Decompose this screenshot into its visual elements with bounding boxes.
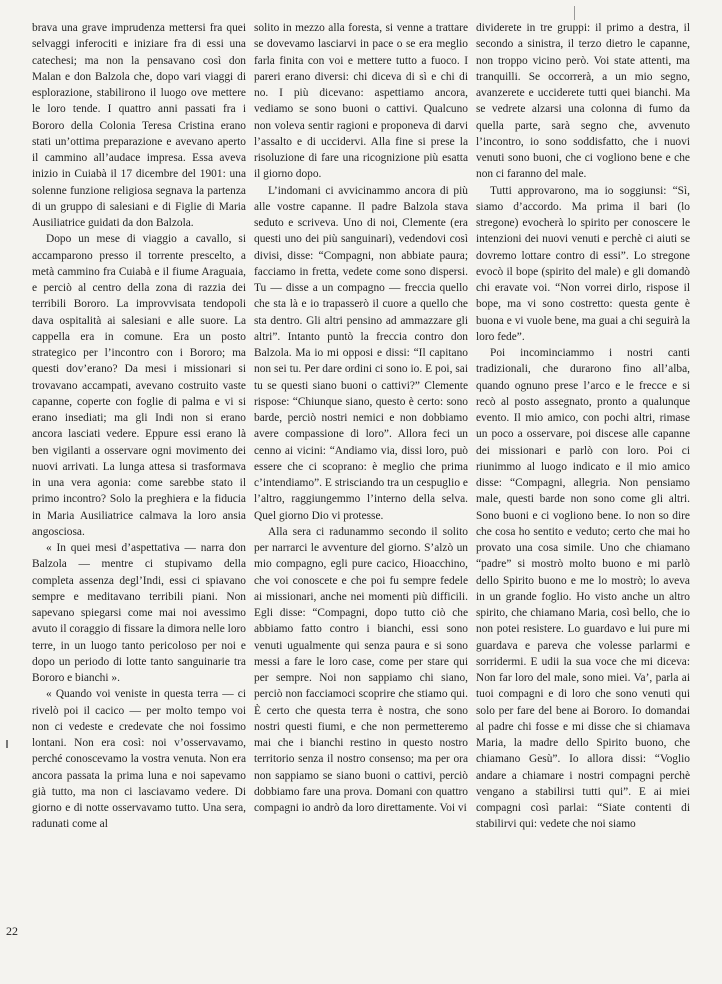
scan-mark-left (6, 740, 8, 748)
paragraph: « In quei mesi d’aspettativa — narra don Balzola — mentre ci stupivamo della completa assenza degl’Indi, essi ci spiavano sempre e meditavano terribili piani. Non sapevano spiegarsi come mai noi avessimo avuto il coraggio di fissare la dimora nelle loro terre, in un luogo tanto pericoloso per noi e dopo un periodo di lotte tanto sanguinarie tra Bororo e bianchi ». (32, 542, 246, 684)
paragraph: Tutti approvarono, ma io soggiunsi: “Sì, siamo d’accordo. Ma prima il bari (lo stregone) evocherà lo spirito per conoscere le intenzioni dei nuovi venuti e perchè ci aiuti se dovremo lottare contro di essi”. Lo stregone evocò il bope (spirito del male) e gli domandò chi eravate voi. “Non vorrei dirlo, rispose il bope, ma vi sono costretto: questa gente è buona e vi vuole bene, ma guai a chi seguirà la loro fede”. (476, 184, 690, 343)
paragraph: L’indomani ci avvicinammo ancora di più alle vostre capanne. Il padre Balzola stava seduto e scriveva. Uno di noi, Clemente (era questi uno dei più sanguinari), vedendovi così divisi, disse: “Compagni, non abbiate paura; facciamo in fretta, vedete come sono dispersi. Tu — disse a un compagno — freccia quello che sta là e io trapasserò il cuore a quello che sta dentro. Gli altri pensino ad ammazzare gli altri”. Intanto puntò la freccia contro don Balzola. Ma io mi opposi e dissi: “Il capitano non sei tu. Per dare ordini ci sono io. E poi, sai tu se questi siano buoni o cattivi?” Clemente rispose: “Chiunque siano, questo è certo: sono barde, perciò nostri nemici e non dobbiamo avere compassione di loro”. Allora feci un cenno ai vicini: “Andiamo via, dissi loro, può essere che ci scoprano: è meglio che prima c’intendiamo”. E strisciando tra un cespuglio e l’altro, raggiungemmo l’interno della selva. Quel giorno Dio vi protesse. (254, 184, 468, 522)
paragraph: Alla sera ci radunammo secondo il solito per narrarci le avventure del giorno. S’alzò un mio compagno, egli pure cacico, Hioacchino, che voi conoscete e che poi fu sempre fedele ai missionari, anche nei momenti più difficili. Egli disse: “Compagni, dopo tutto ciò che abbiamo fatto contro i bianchi, essi sono venuti ugualmente qui senza paura e si sono messi a fare le loro case, come per stare qui per sempre. Noi non sappiamo chi siano, perciò non facciamoci scoprire che stiamo qui. È certo che questa terra è nostra, che sono nostri questi fiumi, e che non permetteremo mai che i bianchi restino in questo nostro territorio senza il nostro consenso; ma per ora non sappiamo se siano buoni o cattivi, perciò dobbiamo fare una prova. Domani con quattro compagni io andrò da loro direttamente. Voi vi (254, 525, 468, 814)
paragraph: dividerete in tre gruppi: il primo a destra, il secondo a sinistra, il terzo dietro le capanne, non troppo vicino però. Voi state attenti, ma tranquilli. Se occorrerà, a un mio segno, avanzerete e ucciderete tutti quei bianchi. Ma se vedrete alzarsi una colonna di fumo da quella parte, sarà segno che, avvenuto l’incontro, io sono soddisfatto, che i nuovi venuti sono buoni, che ci vogliono bene e che non ci faranno del male. (476, 22, 690, 181)
text-column-left (32, 20, 246, 833)
text-column-middle (254, 20, 468, 816)
paragraph: « Quando voi veniste in questa terra — ci rivelò poi il cacico — per molto tempo voi non ci vedeste e credevate che noi fossimo lontani. Non era così: noi v’osservavamo, perché conoscevamo la vostra venuta. Non era ancora passata la prima luna e noi sapevamo già tutto, ma non ci lasciavamo vedere. Di giorno e di notte osservavamo tutto. Una sera, radunati come al (32, 688, 246, 831)
text-column-right (476, 20, 690, 833)
page-number: 22 (6, 924, 18, 938)
paragraph: solito in mezzo alla foresta, si venne a trattare se dovevamo lasciarvi in pace o se era meglio farla finita con voi e mettere tutto a fuoco. I pareri erano diversi: chi diceva di sì e chi di no. I più dicevano: aspettiamo ancora, vediamo se sono buoni o cattivi. Qualcuno non voleva sentir ragioni e proponeva di darvi l’assalto e di uccidervi. Alla fine si prese la risoluzione di fare una ricognizione più esatta il giorno dopo. (254, 22, 468, 181)
paragraph: brava una grave imprudenza mettersi fra quei selvaggi inferociti e iniziare fra di essi una catechesi; ma non la pensavano così don Malan e don Balzola che, dopo vari viaggi di esplorazione, stabilirono il luogo ove mettere le loro tende. I quattro anni passati fra i Bororo della Colonia Teresa Cristina erano stati un’ottima preparazione e avevano aperto il cammino all’audace impresa. Essa aveva inizio in Cuiabà il 17 dicembre del 1901: una solenne funzione religiosa segnava la partenza di un gruppo di salesiani e di Figlie di Maria Ausiliatrice guidati da don Balzola. (32, 22, 246, 229)
scan-mark-top (574, 6, 575, 20)
paragraph: Dopo un mese di viaggio a cavallo, si accamparono presso il torrente prescelto, a metà cammino fra Cuiabà e il fiume Araguaia, e perciò al centro della zona di razzia dei terribili Bororo. La improvvisata tendopoli dava ospitalità ai salesiani e alle suore. La cappella era in comune. Era un posto strategico per l’incontro con i Bororo; ma questi dov’erano? Da mesi i missionari si trovavano accampati, avevano costruito vaste capanne, coperte con foglie di palma e vi si erano insediati; ma gli Indi non si erano ancora lasciati vedere. Eppure essi erano là ben vigilanti a osservare ogni movimento dei nuovi arrivati. La lunga attesa si trasformava in una vera agonia: come sarebbe stato il primo incontro? Solo la preghiera e la fiducia in Maria Ausiliatrice calmava la loro ansia angosciosa. (32, 233, 246, 538)
paragraph: Poi incominciammo i nostri canti tradizionali, che durarono fino all’alba, quando ognuno prese l’arco e le frecce e si recò al posto assegnato, pronto a qualunque evento. Il mio amico, con pochi altri, rimase un poco a osservare, poi discese alle capanne dei missionari e parlò con loro. Poi ci riunimmo al luogo indicato e il mio amico disse: “Compagni, allegria. Non pensiamo male, questi barde non sono come gli altri. Sono buoni e ci vogliono bene. Io non so dire che cosa ho sentito e veduto; certo che mai ho provato una cosa simile. Uno che chiamano “padre” si mostrò molto buono e mi parlò dello Spirito buono e me lo mostrò; lo aveva in un grande foglio. Ho visto anche un altro spirito, che chiamano Maria, così bello, che io non potei resistere. Lo guardavo e lui pure mi guardava e pareva che volesse parlarmi e sorridermi. E udii la sua voce che mi diceva: Non far loro del male, sono miei. Va’, parla ai tuoi compagni e di loro che sono venuti qui solo per fare del bene ai Bororo. Io domandai al padre chi fosse e mi disse che si chiamava Maria, la madre dello Spirito buono, che chiamano Gesù”. Io allora dissi: “Voglio andare a chiamare i nostri compagni perchè vengano a stabilirsi tutti qui”. E ai miei compagni così parlai: “Siate contenti di stabilirvi qui: vedete che noi siamo (476, 347, 690, 831)
